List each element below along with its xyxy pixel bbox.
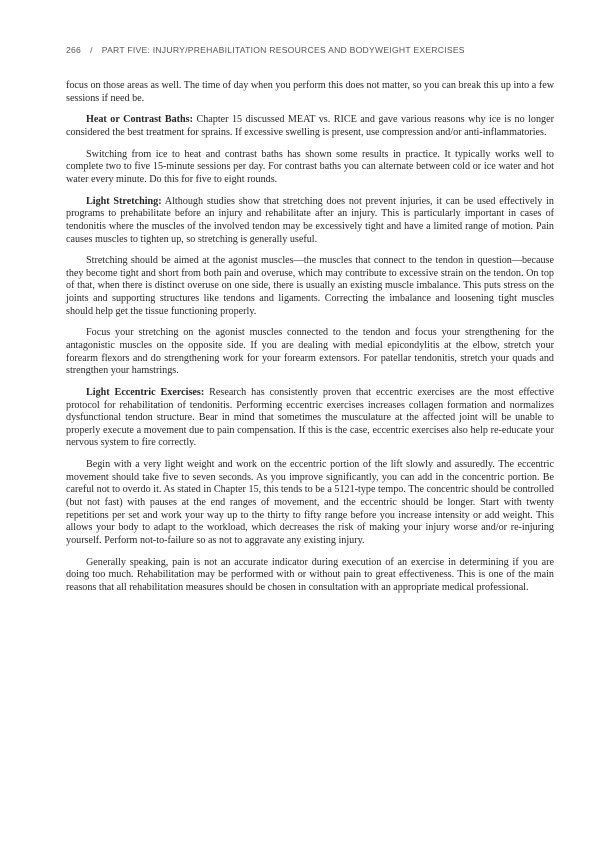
paragraph-text: Stretching should be aimed at the agonist muscles—the muscles that connect to the tendon in question—because they become tight and short from both pain and overuse, which may contribute to excessive strain on the tendon. On top of that, when there is distinct overuse on one side, there is usually an existing muscle imbalance. This puts stress on the joints and supporting structures like tendons and ligaments. Correcting the imbalance and loosening tight muscles should help get the tissue functioning properly. bbox=[66, 255, 554, 317]
section-title: PART FIVE: INJURY/PREHABILITATION RESOURCES AND BODYWEIGHT EXERCISES bbox=[101, 45, 465, 55]
paragraph-text: Switching from ice to heat and contrast baths has shown some results in practice. It typically works well to complete two to five 15-minute sessions per day. For contrast baths you can alternate between cold or ice water and hot water every minute. Do this for five to eight rounds. bbox=[66, 148, 554, 185]
body-text bbox=[66, 80, 554, 603]
paragraph-continuation bbox=[66, 80, 554, 105]
paragraph-text: Although studies show that stretching does not prevent injuries, it can be used effectively in programs to prehabilitate before an injury and rehabilitate after an injury. This is particularly important in cases of tendonitis where the muscles of the involved tendon may be excessively tight and have a limited range of motion. Pain causes muscles to tighten up, so stretching is generally useful. bbox=[66, 195, 554, 245]
paragraph-eccentric-protocol bbox=[66, 459, 554, 547]
paragraph-text: Begin with a very light weight and work on the eccentric portion of the lift slowly and assuredly. The eccentric movement should take five to seven seconds. As you improve significantly, you can add in the concentric portion. Be careful not to overdo it. As stated in Chapter 15, this tends to be a 5121-type tempo. The concentric should be controlled (but not fast) with pauses at the end ranges of movement, and the eccentric should be longer. Start with twenty repetitions per set and work your way up to the thirty to fifty range before you increase intensity or add weight. This allows your body to adapt to the workload, which decreases the risk of making your injury worse and/or re-injuring yourself. Perform not-to-failure so as not to aggravate any existing injury. bbox=[66, 459, 554, 546]
paragraph-light-stretching bbox=[66, 196, 554, 246]
paragraph-contrast-baths-practice bbox=[66, 149, 554, 187]
page-number: 266 bbox=[66, 45, 82, 55]
paragraph-text: focus on those areas as well. The time of day when you perform this does not matter, so you can break this up into a few sessions if need be. bbox=[66, 80, 554, 104]
paragraph-text: Generally speaking, pain is not an accurate indicator during execution of an exercise in determining if you are doing too much. Rehabilitation may be performed with or without pain to great effectiveness. This is one of the main reasons that all rehabilitation measures should be chosen in consultation with an appropriate medical professional. bbox=[66, 556, 554, 593]
paragraph-pain-indicator bbox=[66, 557, 554, 595]
paragraph-lead-heading: Light Stretching: bbox=[86, 195, 162, 207]
header-separator: / bbox=[90, 45, 93, 55]
running-header bbox=[66, 45, 556, 55]
paragraph-heat-or-contrast-baths bbox=[66, 114, 554, 139]
paragraph-text: Focus your stretching on the agonist muscles connected to the tendon and focus your strengthening for the antagonistic muscles on the opposite side. If you are dealing with medial epicondylitis at the elbow, stretch your forearm flexors and do strengthening work for your forearm extensors. For patellar tendonitis, stretch your quads and strengthen your hamstrings. bbox=[66, 327, 554, 377]
paragraph-text: Research has consistently proven that eccentric exercises are the most effective protocol for rehabilitation of tendonitis. Performing eccentric exercises increases collagen formation and normalizes dysfunctional tendon structure. Bear in mind that sometimes the musculature at the affected joint will be unable to properly execute a movement due to pain compensation. If this is the case, eccentric exercises also help re-educate your nervous system to fire correctly. bbox=[66, 387, 554, 449]
paragraph-lead-heading: Light Eccentric Exercises: bbox=[86, 387, 205, 398]
paragraph-lead-heading: Heat or Contrast Baths: bbox=[86, 114, 193, 126]
paragraph-stretching-agonist bbox=[66, 255, 554, 318]
paragraph-text: Chapter 15 discussed MEAT vs. RICE and gave various reasons why ice is no longer considered the best treatment for sprains. If excessive swelling is present, use compression and/or anti-inflammatories. bbox=[66, 114, 554, 138]
paragraph-light-eccentric-exercises bbox=[66, 387, 554, 450]
paragraph-stretching-focus bbox=[66, 327, 554, 377]
